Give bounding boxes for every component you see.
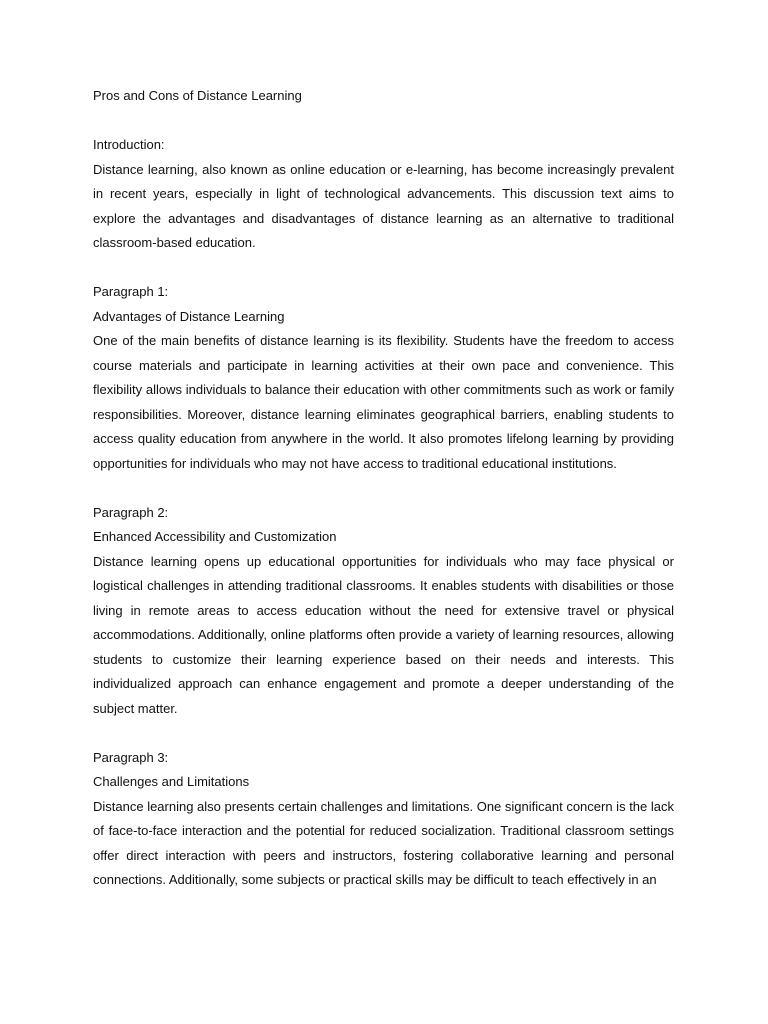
paragraph-2-label: Paragraph 2: (93, 504, 169, 520)
paragraph-2-text: Distance learning opens up educational opportunities for individuals who may face physical or logistical challenges in attending traditional classrooms. It enables students with disabilities or those living in remote areas to access education without the need for extensive travel or physical accommodations. Additionally, online platforms often provide a variety of learning resources, allowing students to customize their learning experience based on their needs and interests. This individualized approach can enhance engagement and promote a deeper understanding of the subject matter. (93, 553, 674, 716)
paragraph-1-heading: Advantages of Distance Learning (93, 308, 285, 324)
spacer (93, 109, 674, 134)
spacer (93, 256, 674, 281)
spacer (93, 721, 674, 746)
paragraph-3-heading: Challenges and Limitations (93, 774, 250, 789)
paragraph-1-text: One of the main benefits of distance learning is its flexibility. Students have the freedom to access course materials and participate in learning activities at their own pace and convenience. This flexibility allows individuals to balance their education with other commitments such as work or family responsibilities. Moreover, distance learning eliminates geographical barriers, enabling students to access quality education from anywhere in the world. It also promotes lifelong learning by providing opportunities for individuals who may not have access to traditional educational institutions. (93, 333, 674, 471)
spacer (93, 476, 674, 501)
paragraph-1-label: Paragraph 1: (93, 284, 169, 299)
intro-label: Introduction: (93, 137, 165, 152)
paragraph-3-label: Paragraph 3: (93, 749, 169, 765)
paragraph-2-heading: Enhanced Accessibility and Customization (93, 529, 337, 544)
document-page (93, 84, 674, 893)
intro-text: Distance learning, also known as online education or e-learning, has become increasingly prevalent in recent years, especially in light of technological advancements. This discussion text aims to explore the advantages and disadvantages of distance learning as an alternative to traditional classroom-based education. (93, 161, 674, 250)
document-title: Pros and Cons of Distance Learning (93, 88, 302, 103)
paragraph-3-text: Distance learning also presents certain challenges and limitations. One significant concern is the lack of face-to-face interaction and the potential for reduced socialization. Traditional classroom settings offer direct interaction with peers and instructors, fostering collaborative learning and personal connections. Additionally, some subjects or practical skills may be difficult to teach effectively in an (93, 798, 674, 887)
